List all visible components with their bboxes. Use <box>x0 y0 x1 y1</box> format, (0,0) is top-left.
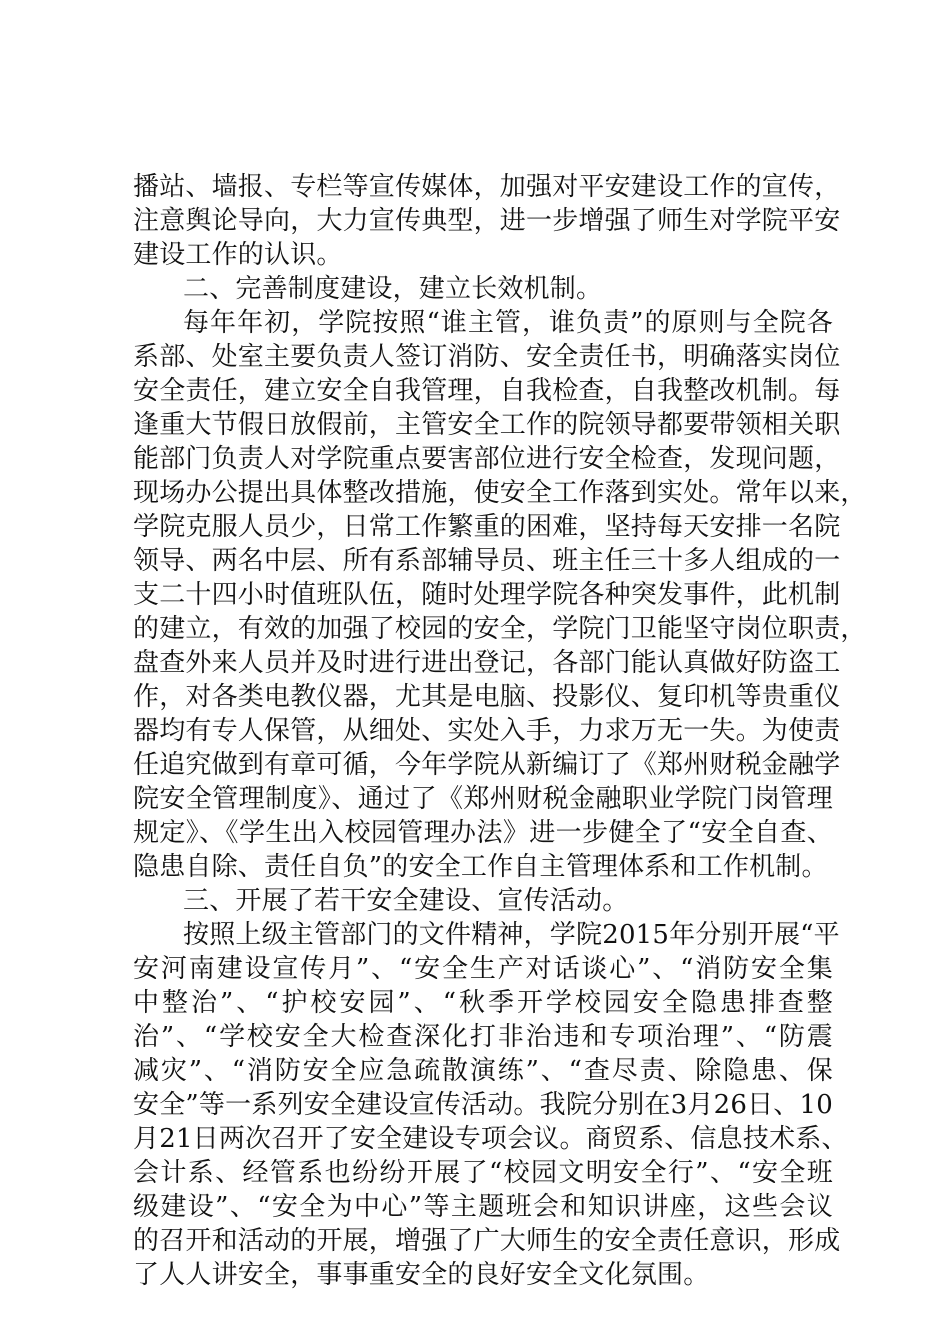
text-line: 中整治”、“护校安园”、“秋季开学校园安全隐患排查整 <box>133 988 833 1018</box>
text-line: 学院克服人员少，日常工作繁重的困难，坚持每天安排一名院 <box>133 512 841 542</box>
document-body <box>133 170 867 1292</box>
text-line: 的召开和活动的开展，增强了广大师生的安全责任意识，形成 <box>133 1226 841 1256</box>
text-line: 按照上级主管部门的文件精神，学院2015年分别开展“平 <box>183 920 840 950</box>
text-line: 支二十四小时值班队伍，随时处理学院各种突发事件，此机制 <box>133 580 841 610</box>
text-line: 现场办公提出具体整改措施，使安全工作落到实处。常年以来， <box>133 478 867 508</box>
text-line: 作，对各类电教仪器，尤其是电脑、投影仪、复印机等贵重仪 <box>133 682 841 712</box>
text-line: 任追究做到有章可循，今年学院从新编订了《郑州财税金融学 <box>133 750 841 780</box>
text-line: 了人人讲安全，事事重安全的良好安全文化氛围。 <box>133 1260 710 1290</box>
text-line: 隐患自除、责任自负”的安全工作自主管理体系和工作机制。 <box>133 852 828 882</box>
text-line: 的建立，有效的加强了校园的安全，学院门卫能坚守岗位职责， <box>133 614 867 644</box>
text-line: 安全责任，建立安全自我管理，自我检查，自我整改机制。每 <box>133 376 841 406</box>
section-heading: 二、完善制度建设，建立长效机制。 <box>183 274 603 304</box>
text-line: 会计系、经管系也纷纷开展了“校园文明安全行”、“安全班 <box>133 1158 833 1188</box>
text-line: 盘查外来人员并及时进行进出登记，各部门能认真做好防盗工 <box>133 648 841 678</box>
text-line: 能部门负责人对学院重点要害部位进行安全检查，发现问题， <box>133 444 841 474</box>
text-line: 注意舆论导向，大力宣传典型，进一步增强了师生对学院平安 <box>133 206 841 236</box>
text-line: 安河南建设宣传月”、“安全生产对话谈心”、“消防安全集 <box>133 954 833 984</box>
text-line: 治”、“学校安全大检查深化打非治违和专项治理”、“防震 <box>133 1022 833 1052</box>
text-line: 规定》、《学生出入校园管理办法》进一步健全了“安全自查、 <box>133 818 833 848</box>
text-line: 逢重大节假日放假前，主管安全工作的院领导都要带领相关职 <box>133 410 841 440</box>
text-line: 系部、处室主要负责人签订消防、安全责任书，明确落实岗位 <box>133 342 841 372</box>
text-line: 院安全管理制度》、通过了《郑州财税金融职业学院门岗管理 <box>133 784 833 814</box>
text-line: 减灾”、“消防安全应急疏散演练”、“查尽责、除隐患、保 <box>133 1056 833 1086</box>
text-line: 器均有专人保管，从细处、实处入手，力求万无一失。为使责 <box>133 716 841 746</box>
text-line: 领导、两名中层、所有系部辅导员、班主任三十多人组成的一 <box>133 546 841 576</box>
text-line: 建设工作的认识。 <box>133 240 343 270</box>
text-line: 播站、墙报、专栏等宣传媒体，加强对平安建设工作的宣传， <box>133 172 841 202</box>
text-line: 安全”等一系列安全建设宣传活动。我院分别在3月26日、10 <box>133 1090 833 1120</box>
text-line: 月21日两次召开了安全建设专项会议。商贸系、信息技术系、 <box>133 1124 848 1154</box>
text-line: 每年年初，学院按照“谁主管，谁负责”的原则与全院各 <box>183 308 833 338</box>
section-heading: 三、开展了若干安全建设、宣传活动。 <box>183 886 629 916</box>
text-line: 级建设”、“安全为中心”等主题班会和知识讲座，这些会议 <box>133 1192 833 1222</box>
